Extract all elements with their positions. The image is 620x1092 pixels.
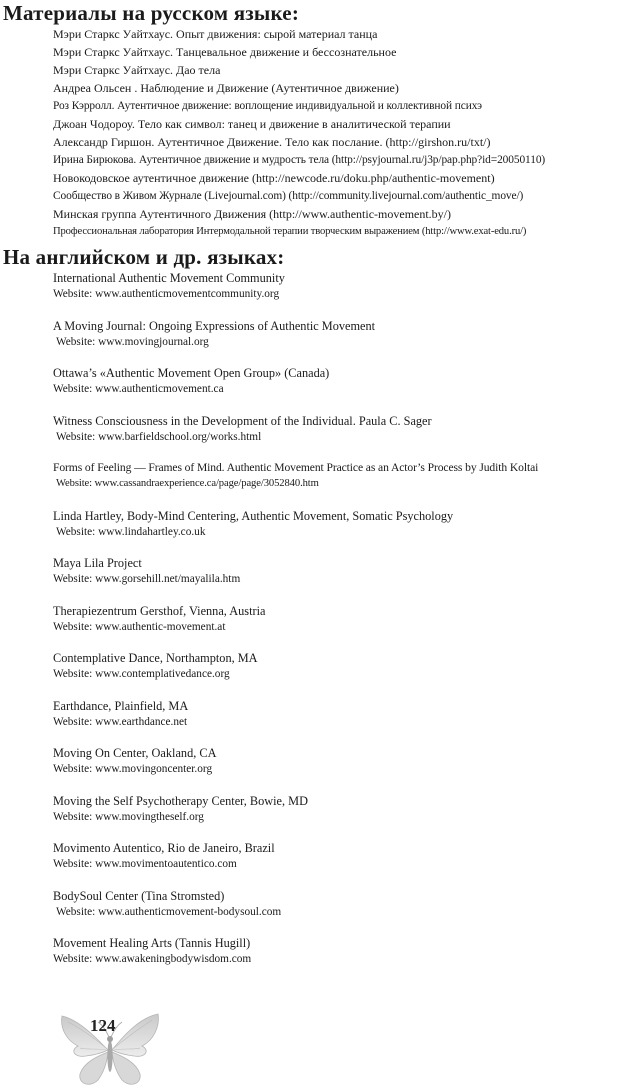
ru-list-item: Новокодовское аутентичное движение (http://newcode.ru/doku.php/authentic-movement): [53, 171, 495, 185]
ru-list-item: Ирина Бирюкова. Аутентичное движение и мудрость тела (http://psyjournal.ru/j3p/pap.php?id=20050110): [53, 154, 546, 166]
russian-materials-list: [53, 25, 618, 241]
entry-title: Forms of Feeling — Frames of Mind. Authentic Movement Practice as an Actor’s Process by Judith Koltai: [53, 461, 539, 474]
en-list-item: [53, 793, 618, 841]
ru-list-item: Мэри Старкс Уайтхаус. Танцевальное движение и бессознательное: [53, 45, 397, 59]
entry-website: Website: www.movingjournal.org: [56, 335, 209, 348]
entry-website: Website: www.contemplativedance.org: [53, 668, 230, 680]
en-list-item: [53, 603, 618, 651]
entry-website: Website: www.barfieldschool.org/works.html: [56, 430, 262, 443]
entry-website: Website: www.authenticmovementcommunity.org: [53, 288, 280, 300]
entry-website: Website: www.movingtheself.org: [53, 810, 204, 823]
en-list-item: [53, 555, 618, 603]
english-materials-heading: На английском и др. языках:: [3, 245, 285, 269]
entry-website: Website: www.cassandraexperience.ca/page/page/3052840.htm: [56, 478, 319, 489]
entry-title: Maya Lila Project: [53, 556, 142, 570]
entry-title: BodySoul Center (Tina Stromsted): [53, 888, 225, 903]
english-materials-list: [53, 270, 618, 983]
entry-title: Earthdance, Plainfield, MA: [53, 698, 189, 713]
entry-title: Linda Hartley, Body-Mind Centering, Authentic Movement, Somatic Psychology: [53, 508, 454, 523]
en-list-item: [53, 698, 618, 746]
entry-website: Website: www.earthdance.net: [53, 715, 188, 728]
entry-website: Website: www.authenticmovement-bodysoul.com: [56, 905, 282, 918]
ru-list-item: Роз Кэрролл. Аутентичное движение: воплощение индивидуальной и коллективной психэ: [53, 100, 482, 112]
entry-title: Ottawa’s «Authentic Movement Open Group» (Canada): [53, 366, 330, 380]
en-list-item: [53, 460, 618, 508]
ru-list-item: Минская группа Аутентичного Движения (http://www.authentic-movement.by/): [53, 207, 452, 221]
entry-title: Therapiezentrum Gersthof, Vienna, Austria: [53, 603, 266, 618]
en-list-item: [53, 318, 618, 366]
page-number: 124: [90, 1016, 116, 1035]
en-list-item: [53, 650, 618, 698]
entry-title: Witness Consciousness in the Development of the Individual. Paula C. Sager: [53, 413, 432, 428]
en-list-item: [53, 745, 618, 793]
entry-website: Website: www.movingoncenter.org: [53, 763, 213, 775]
entry-website: Website: www.gorsehill.net/mayalila.htm: [53, 573, 241, 585]
ru-list-item: Мэри Старкс Уайтхаус. Опыт движения: сырой материал танца: [53, 27, 378, 41]
entry-website: Website: www.movimentoautentico.com: [53, 858, 237, 870]
ru-list-item: Джоан Чодороу. Тело как символ: танец и движение в аналитической терапии: [53, 117, 451, 131]
en-list-item: [53, 365, 618, 413]
en-list-item: [53, 935, 618, 983]
entry-website: Website: www.authenticmovement.ca: [53, 383, 224, 395]
entry-title: Moving On Center, Oakland, CA: [53, 746, 217, 760]
en-list-item: [53, 508, 618, 556]
entry-title: Moving the Self Psychotherapy Center, Bowie, MD: [53, 793, 308, 808]
entry-website: Website: www.lindahartley.co.uk: [56, 525, 206, 538]
entry-title: Movement Healing Arts (Tannis Hugill): [53, 936, 251, 950]
entry-title: Contemplative Dance, Northampton, MA: [53, 651, 258, 665]
ru-list-item: Андреа Ольсен . Наблюдение и Движение (Аутентичное движение): [53, 81, 399, 95]
en-list-item: [53, 413, 618, 461]
entry-title: Movimento Autentico, Rio de Janeiro, Brazil: [53, 841, 275, 855]
entry-website: Website: www.authentic-movement.at: [53, 620, 226, 633]
russian-materials-heading: Материалы на русском языке:: [3, 1, 300, 25]
entry-title: A Moving Journal: Ongoing Expressions of Authentic Movement: [53, 318, 376, 333]
en-list-item: [53, 888, 618, 936]
entry-title: International Authentic Movement Community: [53, 271, 285, 285]
en-list-item: [53, 840, 618, 888]
entry-website: Website: www.awakeningbodywisdom.com: [53, 953, 252, 965]
ru-list-item: Сообщество в Живом Журнале (Livejournal.com) (http://community.livejournal.com/authentic_move/): [53, 190, 524, 202]
ru-list-item: Александр Гиршон. Аутентичное Движение. Тело как послание. (http://girshon.ru/txt/): [53, 135, 491, 149]
ru-list-item: Профессиональная лаборатория Интермодальной терапии творческим выражением (http://www.exat-edu.ru/): [53, 226, 527, 237]
en-list-item: [53, 270, 618, 318]
ru-list-item: Мэри Старкс Уайтхаус. Дао тела: [53, 63, 221, 77]
